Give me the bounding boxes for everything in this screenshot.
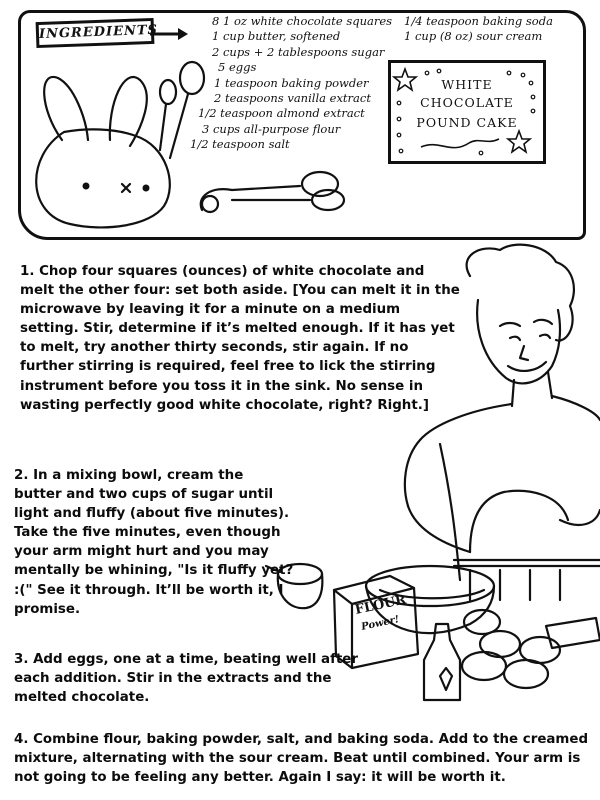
recipe-step: 1. Chop four squares (ounces) of white chocolate and melt the other four: set both aside. [You can melt it in the microwave by leaving it for a minute on a medium setting. Stir, determine if it’s melted enough. If it has yet to melt, try another thirty seconds, stir again. If no further stirring is required, feel free to lick the stirring instrument before you toss it in the sink. No sense in wasting perfectly good white chocolate, right? Right.] bbox=[20, 264, 460, 413]
ingredient-list-secondary bbox=[404, 14, 553, 45]
recipe-step: 4. Combine flour, baking powder, salt, and baking soda. Add to the creamed mixture, alternating with the sour cream. Beat until combined. Your arm is not going to be feeling any better. Again I say: it will be worth it. bbox=[14, 732, 589, 786]
eggs-icon bbox=[462, 610, 560, 688]
star-icon bbox=[394, 69, 416, 90]
ingredient-item: 1/2 teaspoon salt bbox=[190, 137, 290, 152]
arrow-right-icon bbox=[150, 26, 190, 42]
flour-bag-text: FLOUR bbox=[353, 592, 408, 618]
ingredient-item: 5 eggs bbox=[218, 60, 257, 75]
ingredients-label: INGREDIENTS bbox=[36, 18, 155, 48]
ingredient-item: 2 teaspoons vanilla extract bbox=[214, 91, 371, 106]
ingredient-item: 2 cups + 2 tablespoons sugar bbox=[212, 44, 385, 59]
ingredient-list bbox=[190, 14, 392, 153]
vanilla-bottle-icon bbox=[424, 624, 460, 700]
ingredient-item: 3 cups all-purpose flour bbox=[202, 121, 341, 136]
recipe-title-line: WHITE bbox=[441, 77, 493, 92]
recipe-title-line: CHOCOLATE bbox=[420, 95, 514, 110]
recipe-step: 2. In a mixing bowl, cream the butter and two cups of sugar until light and fluffy (about five minutes). Take the five minutes, even though your arm might hurt and you may mentally be whining, "Is it fluffy yet? :(" See it through. It’ll be worth it, I promise. bbox=[14, 468, 294, 617]
ingredient-item: 1/2 teaspoon almond extract bbox=[198, 106, 365, 121]
star-icon bbox=[508, 131, 530, 152]
ingredient-item: 1 cup (8 oz) sour cream bbox=[404, 29, 543, 44]
flour-bag-text: Power! bbox=[360, 614, 401, 633]
ingredient-item: 1 teaspoon baking powder bbox=[214, 75, 369, 90]
ingredient-item: 8 1 oz white chocolate squares bbox=[212, 14, 393, 28]
recipe-title-line: POUND CAKE bbox=[416, 115, 518, 130]
title-card-decoration bbox=[391, 63, 543, 161]
butter-icon bbox=[546, 618, 600, 648]
ingredient-item: 1 cup butter, softened bbox=[212, 29, 341, 44]
ingredient-item: 1/4 teaspoon baking soda bbox=[404, 14, 553, 28]
recipe-step: 3. Add eggs, one at a time, beating well after each addition. Stir in the extracts and the melted chocolate. bbox=[14, 652, 358, 706]
mixing-bowl-icon bbox=[366, 566, 494, 633]
recipe-title-card bbox=[388, 60, 546, 164]
